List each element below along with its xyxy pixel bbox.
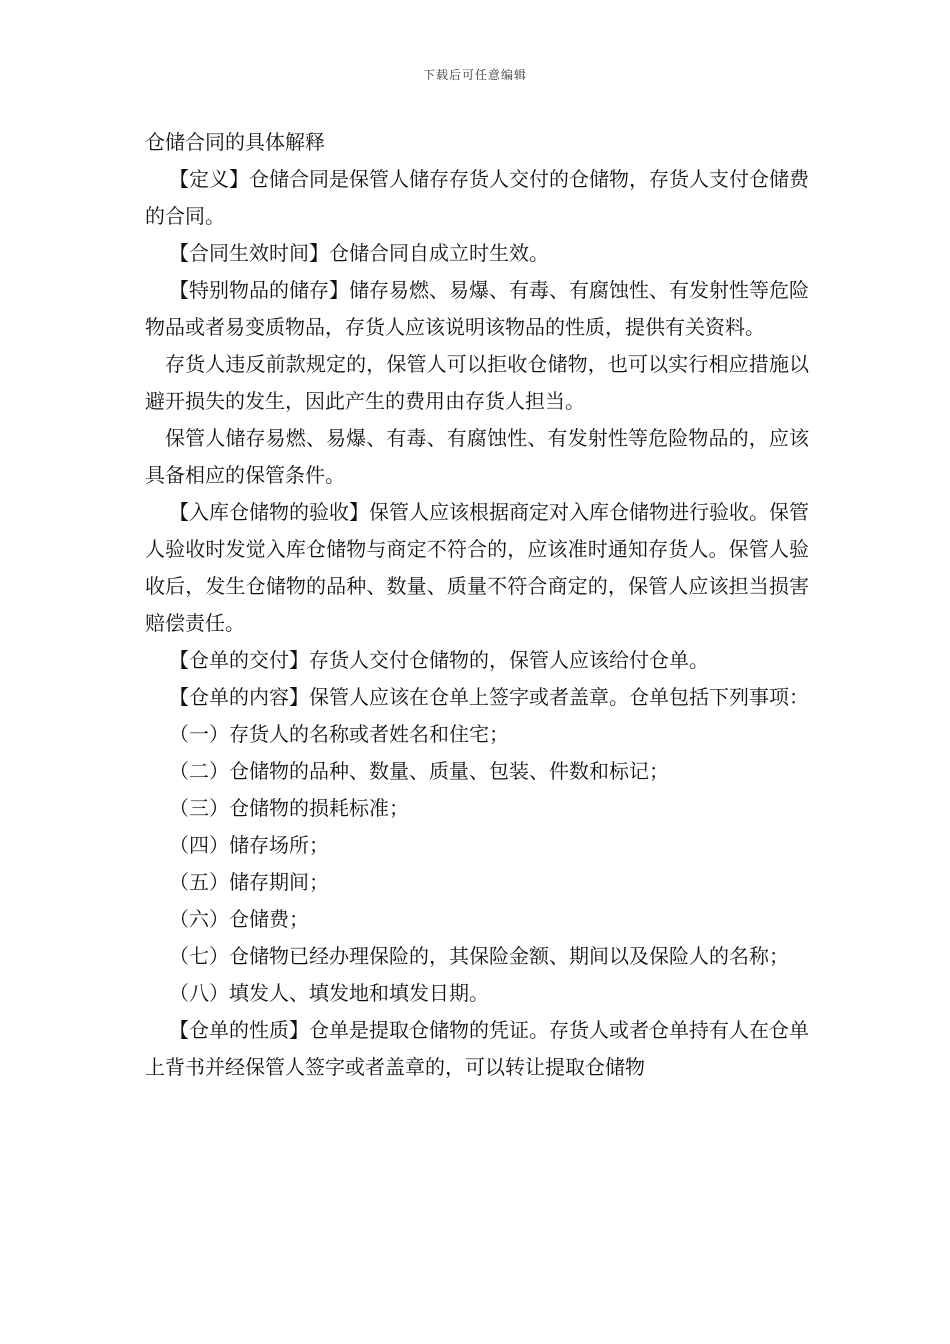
list-item: （二）仓储物的品种、数量、质量、包装、件数和标记； bbox=[169, 759, 669, 783]
list-item: （七）仓储物已经办理保险的，其保险金额、期间以及保险人的名称； bbox=[169, 944, 789, 968]
paragraph-hazard-storage: 保管人储存易燃、易爆、有毒、有腐蚀性、有发射性等危险物品的，应该具备相应的保管条件。 bbox=[145, 426, 809, 487]
list-item: （五）储存期间； bbox=[169, 870, 329, 894]
list-item: （三）仓储物的损耗标准； bbox=[169, 796, 409, 820]
paragraph-receipt-delivery: 【仓单的交付】存货人交付仓储物的，保管人应该给付仓单。 bbox=[169, 648, 709, 672]
paragraph-special-goods: 【特别物品的储存】储存易燃、易爆、有毒、有腐蚀性、有发射性等危险物品或者易变质物品，存货人应该说明该物品的性质，提供有关资料。 bbox=[145, 278, 809, 339]
paragraph-effective-time: 【合同生效时间】仓储合同自成立时生效。 bbox=[169, 241, 549, 265]
list-item: （一）存货人的名称或者姓名和住宅； bbox=[169, 722, 509, 746]
paragraph-receipt-nature: 【仓单的性质】仓单是提取仓储物的凭证。存货人或者仓单持有人在仓单上背书并经保管人签字或者盖章的，可以转让提取仓储物 bbox=[145, 1018, 809, 1079]
paragraph-definition: 【定义】仓储合同是保管人储存存货人交付的仓储物，存货人支付仓储费的合同。 bbox=[145, 167, 809, 228]
paragraph-violation: 存货人违反前款规定的，保管人可以拒收仓储物，也可以实行相应措施以避开损失的发生，因此产生的费用由存货人担当。 bbox=[145, 352, 809, 413]
paragraph-inspection: 【入库仓储物的验收】保管人应该根据商定对入库仓储物进行验收。保管人验收时发觉入库仓储物与商定不符合的，应该准时通知存货人。保管人验收后，发生仓储物的品种、数量、质量不符合商定的，保管人应该担当损害赔偿责任。 bbox=[145, 500, 809, 635]
paragraph-receipt-content: 【仓单的内容】保管人应该在仓单上签字或者盖章。仓单包括下列事项： bbox=[169, 685, 809, 709]
document-title: 仓储合同的具体解释 bbox=[145, 130, 325, 154]
header-note: 下载后可任意编辑 bbox=[422, 68, 527, 82]
list-item: （四）储存场所； bbox=[169, 833, 329, 857]
list-item: （六）仓储费； bbox=[169, 907, 309, 931]
list-item: （八）填发人、填发地和填发日期。 bbox=[169, 981, 489, 1005]
document-body bbox=[145, 124, 809, 1086]
